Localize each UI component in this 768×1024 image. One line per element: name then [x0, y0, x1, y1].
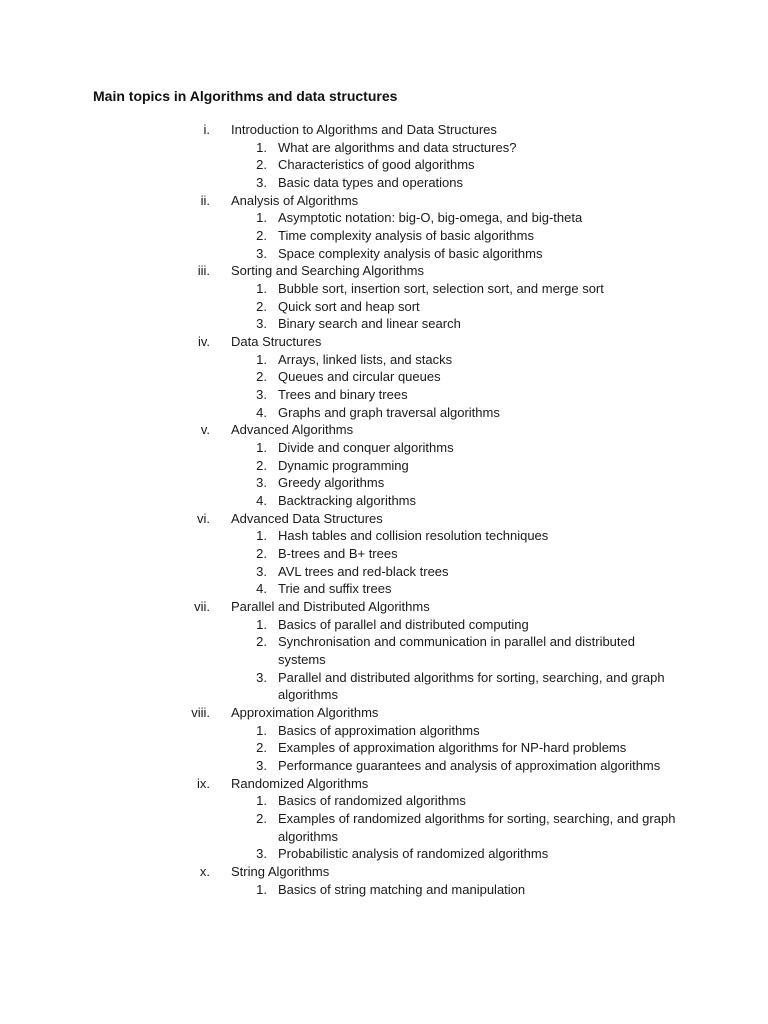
subtopic-number: 3. — [256, 387, 267, 403]
topic-title: Data Structures — [231, 334, 322, 350]
topic-title: Advanced Algorithms — [231, 422, 354, 438]
subtopic-item — [0, 739, 768, 757]
subtopic-number: 3. — [256, 316, 267, 332]
subtopic-list — [0, 209, 768, 262]
subtopic-number: 2. — [256, 298, 267, 314]
subtopic-item — [0, 298, 768, 316]
subtopic-text: Basics of parallel and distributed computing — [278, 616, 529, 632]
subtopic-item — [0, 669, 768, 704]
subtopic-item — [0, 156, 768, 174]
subtopic-number: 1. — [256, 139, 267, 155]
subtopic-item — [0, 404, 768, 422]
subtopic-list — [0, 280, 768, 333]
subtopic-text: Space complexity analysis of basic algorithms — [278, 245, 543, 261]
document-title: Main topics in Algorithms and data structures — [93, 88, 398, 104]
subtopic-item — [0, 633, 768, 668]
subtopic-list — [0, 139, 768, 192]
subtopic-text: Hash tables and collision resolution techniques — [278, 528, 549, 544]
subtopic-item — [0, 139, 768, 157]
subtopic-item — [0, 209, 768, 227]
topic-numeral: ii. — [200, 192, 210, 208]
topic-item — [0, 421, 768, 509]
topic-title: Sorting and Searching Algorithms — [231, 263, 424, 279]
subtopic-number: 3. — [256, 846, 267, 862]
topic-numeral: vii. — [194, 599, 210, 615]
topic-numeral: ix. — [197, 775, 210, 791]
subtopic-item — [0, 492, 768, 510]
topic-title: Parallel and Distributed Algorithms — [231, 599, 430, 615]
subtopic-number: 4. — [256, 404, 267, 420]
subtopic-number: 2. — [256, 811, 267, 827]
subtopic-item — [0, 563, 768, 581]
topic-title: Randomized Algorithms — [231, 775, 369, 791]
subtopic-text: Examples of randomized algorithms for sorting, searching, and graph algorithms — [278, 811, 676, 844]
subtopic-text: Characteristics of good algorithms — [278, 157, 475, 173]
subtopic-text: Basics of randomized algorithms — [278, 793, 466, 809]
topic-item — [0, 863, 768, 898]
subtopic-text: Greedy algorithms — [278, 475, 385, 491]
topic-numeral: iii. — [197, 263, 210, 279]
subtopic-number: 1. — [256, 528, 267, 544]
topic-item — [0, 510, 768, 598]
subtopic-number: 1. — [256, 281, 267, 296]
subtopic-item — [0, 527, 768, 545]
subtopic-number: 4. — [256, 581, 267, 597]
subtopic-item — [0, 545, 768, 563]
subtopic-item — [0, 474, 768, 492]
topic-heading — [0, 704, 768, 722]
subtopic-number: 3. — [256, 669, 267, 685]
subtopic-number: 2. — [256, 457, 267, 473]
subtopic-number: 2. — [256, 546, 267, 562]
subtopic-item — [0, 845, 768, 863]
subtopic-text: Basics of approximation algorithms — [278, 722, 480, 738]
subtopic-number: 1. — [256, 722, 267, 738]
subtopic-text: Basics of string matching and manipulation — [278, 881, 526, 897]
topic-title: Approximation Algorithms — [231, 705, 379, 721]
topic-numeral: x. — [199, 864, 210, 880]
topic-title: String Algorithms — [231, 864, 330, 880]
subtopic-list — [0, 527, 768, 598]
topic-numeral: v. — [200, 422, 210, 438]
subtopic-text: Backtracking algorithms — [278, 493, 416, 509]
subtopic-item — [0, 245, 768, 263]
subtopic-item — [0, 722, 768, 740]
subtopic-number: 3. — [256, 175, 267, 190]
subtopic-item — [0, 280, 768, 298]
subtopic-text: Dynamic programming — [278, 457, 409, 473]
subtopic-list — [0, 792, 768, 863]
subtopic-text: Time complexity analysis of basic algorithms — [278, 228, 534, 243]
subtopic-number: 1. — [256, 616, 267, 632]
topic-heading — [0, 598, 768, 616]
subtopic-list — [0, 616, 768, 704]
subtopic-item — [0, 174, 768, 192]
subtopic-item — [0, 757, 768, 775]
subtopic-text: Arrays, linked lists, and stacks — [278, 351, 453, 367]
subtopic-number: 2. — [256, 369, 267, 385]
subtopic-item — [0, 227, 768, 245]
subtopic-text: Graphs and graph traversal algorithms — [278, 404, 500, 420]
subtopic-item — [0, 351, 768, 369]
subtopic-item — [0, 386, 768, 404]
subtopic-text: Parallel and distributed algorithms for sorting, searching, and graph algorithms — [278, 669, 665, 703]
subtopic-item — [0, 457, 768, 475]
subtopic-item — [0, 810, 768, 845]
subtopic-item — [0, 315, 768, 333]
topic-numeral: vi. — [197, 510, 210, 526]
subtopic-text: Divide and conquer algorithms — [278, 440, 454, 456]
subtopic-text: Quick sort and heap sort — [278, 298, 420, 314]
topic-title: Analysis of Algorithms — [231, 192, 359, 208]
subtopic-item — [0, 368, 768, 386]
subtopic-list — [0, 722, 768, 775]
subtopic-number: 3. — [256, 475, 267, 491]
subtopic-number: 1. — [256, 351, 267, 367]
subtopic-text: Trie and suffix trees — [278, 581, 392, 597]
topic-title: Advanced Data Structures — [231, 510, 383, 526]
subtopic-number: 1. — [256, 440, 267, 456]
topic-item — [0, 598, 768, 704]
topic-outline — [0, 121, 768, 898]
subtopic-number: 4. — [256, 493, 267, 509]
subtopic-text: Queues and circular queues — [278, 369, 441, 385]
subtopic-text: AVL trees and red-black trees — [278, 563, 449, 579]
subtopic-item — [0, 881, 768, 899]
subtopic-text: Asymptotic notation: big-O, big-omega, and big-theta — [278, 210, 583, 226]
subtopic-list — [0, 439, 768, 510]
topic-numeral: viii. — [191, 705, 210, 721]
topic-heading — [0, 262, 768, 280]
subtopic-text: What are algorithms and data structures? — [278, 139, 517, 155]
topic-heading — [0, 421, 768, 439]
subtopic-number: 2. — [256, 740, 267, 756]
subtopic-item — [0, 792, 768, 810]
topic-item — [0, 704, 768, 775]
topic-heading — [0, 192, 768, 210]
topic-heading — [0, 863, 768, 881]
subtopic-number: 2. — [256, 634, 267, 650]
subtopic-text: Bubble sort, insertion sort, selection sort, and merge sort — [278, 281, 604, 296]
subtopic-number: 3. — [256, 563, 267, 579]
subtopic-text: Synchronisation and communication in parallel and distributed systems — [278, 634, 635, 668]
subtopic-number: 1. — [256, 210, 267, 226]
topic-item — [0, 192, 768, 263]
subtopic-number: 3. — [256, 758, 267, 774]
subtopic-list — [0, 351, 768, 422]
subtopic-number: 1. — [256, 881, 267, 897]
topic-item — [0, 262, 768, 333]
subtopic-text: Trees and binary trees — [278, 387, 408, 403]
subtopic-item — [0, 439, 768, 457]
topic-heading — [0, 775, 768, 793]
subtopic-item — [0, 616, 768, 634]
subtopic-text: Probabilistic analysis of randomized algorithms — [278, 846, 549, 862]
topic-item — [0, 333, 768, 421]
topic-title: Introduction to Algorithms and Data Structures — [231, 122, 497, 137]
topic-heading — [0, 333, 768, 351]
subtopic-number: 1. — [256, 793, 267, 809]
topic-heading — [0, 121, 768, 139]
subtopic-text: Examples of approximation algorithms for NP-hard problems — [278, 740, 627, 756]
subtopic-text: Binary search and linear search — [278, 316, 461, 332]
subtopic-number: 2. — [256, 228, 267, 243]
topic-item — [0, 775, 768, 863]
subtopic-number: 3. — [256, 245, 267, 261]
subtopic-number: 2. — [256, 157, 267, 173]
subtopic-item — [0, 580, 768, 598]
topic-numeral: iv. — [197, 334, 210, 350]
topic-numeral: i. — [203, 122, 210, 137]
subtopic-text: Performance guarantees and analysis of approximation algorithms — [278, 758, 661, 774]
subtopic-text: B-trees and B+ trees — [278, 546, 398, 562]
subtopic-list — [0, 881, 768, 899]
topic-heading — [0, 510, 768, 528]
subtopic-text: Basic data types and operations — [278, 175, 464, 190]
topic-item — [0, 121, 768, 192]
